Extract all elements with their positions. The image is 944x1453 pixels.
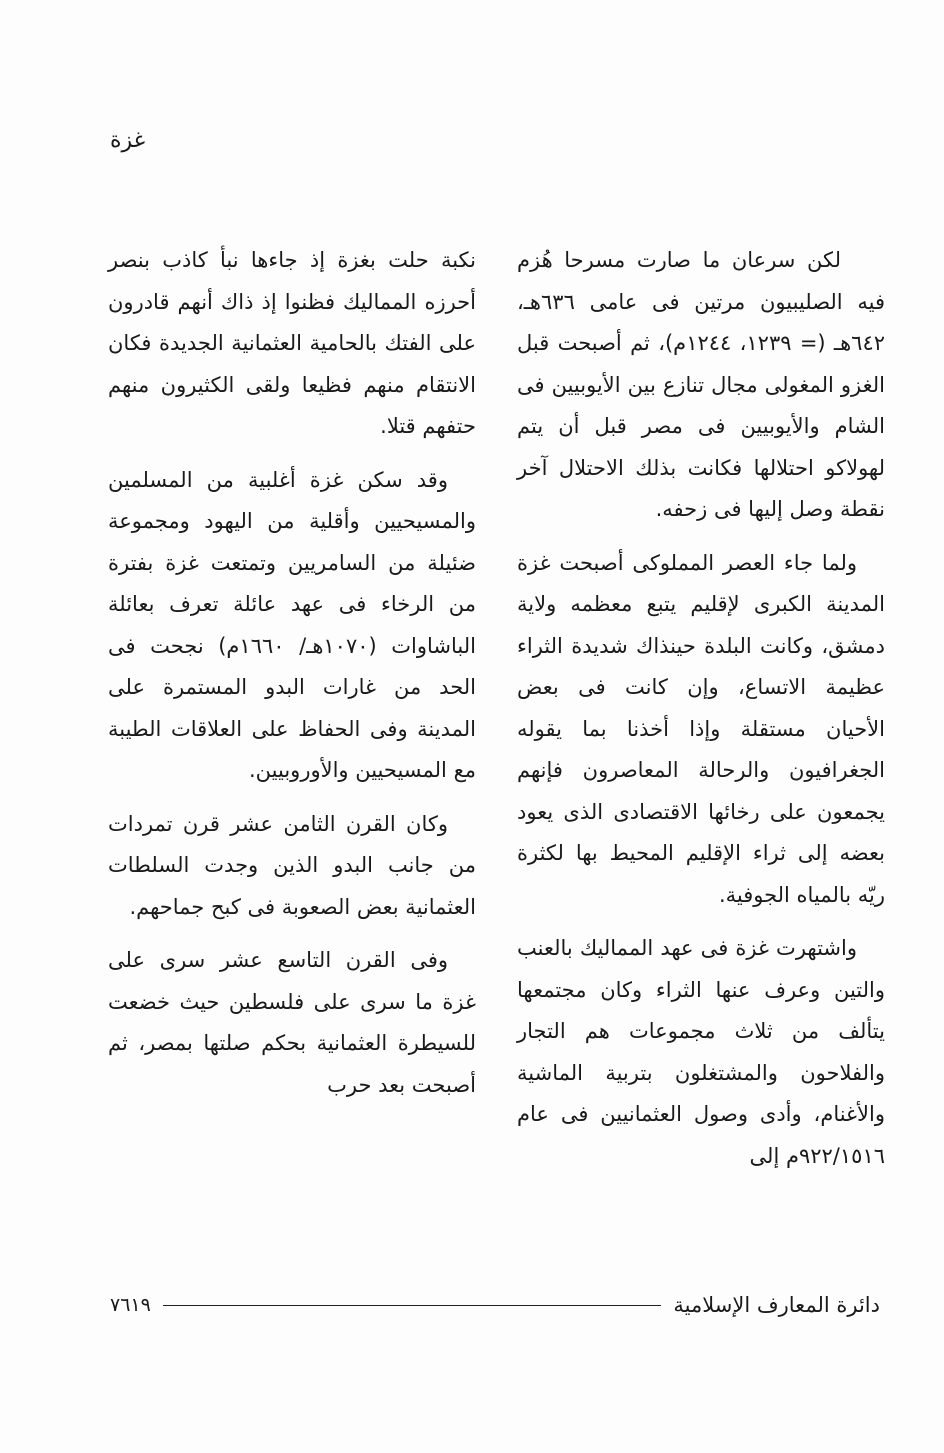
running-head: غزة (110, 128, 146, 153)
paragraph: ولما جاء العصر المملوكى أصبحت غزة المدينة الكبرى لإقليم يتبع معظمه ولاية دمشق، وكانت البلدة حينذاك شديدة الثراء عظيمة الاتساع، وإن كانت فى بعض الأحيان مستقلة وإذا أخذنا بما يقوله الجغرافيون والرحالة المعاصرون فإنهم يجمعون على رخائها الاقتصادى الذى يعود بعضه إلى ثراء الإقليم المحيط بها لكثرة ريّه بالمياه الجوفية. (517, 550, 885, 907)
footer-rule (163, 1305, 662, 1306)
footer-title: دائرة المعارف الإسلامية (673, 1293, 880, 1317)
page-number: ٧٦١٩ (110, 1294, 151, 1316)
paragraph: نكبة حلت بغزة إذ جاءها نبأ كاذب بنصر أحرزه المماليك فظنوا إذ ذاك أنهم قادرون على الفتك بالحامية العثمانية الجديدة فكان الانتقام منهم فظيعا ولقى الكثيرون منهم حتفهم قتلا. (108, 248, 476, 438)
left-column (108, 240, 476, 1118)
paragraph: لكن سرعان ما صارت مسرحا هُزم فيه الصليبيون مرتين فى عامى ٦٣٦هـ، ٦٤٢هـ (= ١٢٣٩، ١٢٤٤م)، ثم أصبحت قبل الغزو المغولى مجال تنازع بين الأيوبيين فى الشام والأيوبيين فى مصر قبل أن يتم لهولاكو احتلالها فكانت بذلك الاحتلال آخر نقطة وصل إليها فى زحفه. (517, 248, 886, 521)
paragraph: وكان القرن الثامن عشر قرن تمردات من جانب البدو الذين وجدت السلطات العثمانية بعض الصعوبة فى كبح جماحهم. (108, 811, 476, 919)
page-footer (110, 1290, 880, 1320)
right-column (517, 240, 885, 1189)
paragraph: وفى القرن التاسع عشر سرى على غزة ما سرى على فلسطين حيث خضعت للسيطرة العثمانية بحكم صلتها بمصر، ثم أصبحت بعد حرب (108, 948, 476, 1097)
paragraph: وقد سكن غزة أغلبية من المسلمين والمسيحيين وأقلية من اليهود ومجموعة ضئيلة من السامريين وتمتعت غزة بفترة من الرخاء فى عهد عائلة تعرف بعائلة الباشاوات (١٠٧٠هـ/ ١٦٦٠م) نجحت فى الحد من غارات البدو المستمرة على المدينة وفى الحفاظ على العلاقات الطيبة مع المسيحيين والأوروبيين. (108, 467, 476, 782)
paragraph: واشتهرت غزة فى عهد المماليك بالعنب والتين وعرف عنها الثراء وكان مجتمعها يتألف من ثلاث مجموعات هم التجار والفلاحون والمشتغلون بتربية الماشية والأغنام، وأدى وصول العثمانيين فى عام ٩٢٢/١٥١٦م إلى (517, 936, 885, 1168)
